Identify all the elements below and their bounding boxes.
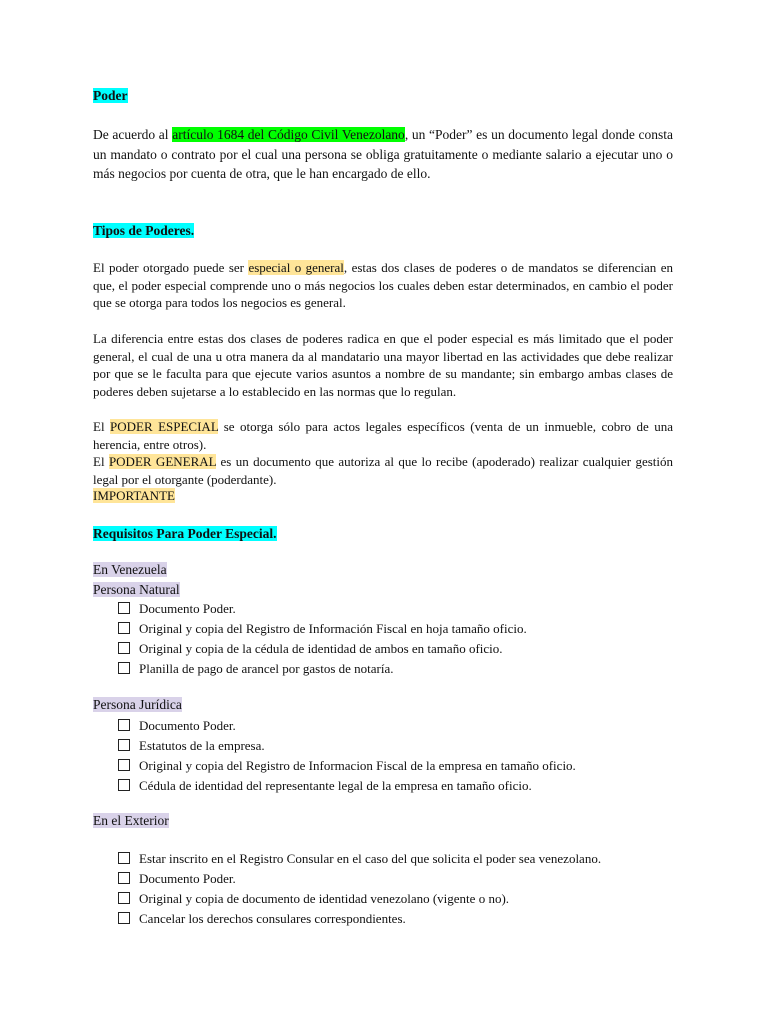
- requisitos-heading: Requisitos Para Poder Especial.: [93, 526, 277, 541]
- poder-especial-paragraph: El PODER ESPECIAL se otorga sólo para actos legales específicos (venta de un inmueble, cobro de una herencia, entre otros).: [93, 419, 673, 452]
- intro-paragraph: De acuerdo al artículo 1684 del Código Civil Venezolano, un “Poder” es un documento legal donde consta un mandato o contrato por el cual una persona se obliga gratuitamente o mediante salario a ejecutar uno o más negocios por cuenta de otra, que le han encargado de ello.: [93, 127, 673, 181]
- tipos-paragraph-1: El poder otorgado puede ser especial o general, estas dos clases de poderes o de mandatos se diferencian en que, el poder especial comprende uno o más negocios los cuales deben estar determinados, en cambio el poder que se otorga para todos los negocios es general.: [93, 260, 673, 310]
- importante-label: IMPORTANTE: [93, 488, 175, 503]
- poder-general-paragraph: El PODER GENERAL es un documento que autoriza al que lo recibe (apoderado) realizar cualquier gestión legal por el otorgante (poderdante).: [93, 454, 673, 487]
- checklist-item: Original y copia del Registro de Informacion Fiscal de la empresa en tamaño oficio.: [118, 756, 576, 776]
- checkbox[interactable]: [118, 662, 130, 674]
- checklist-item: Original y copia de documento de identidad venezolano (vigente o no).: [118, 889, 601, 909]
- checklist-item: Documento Poder.: [118, 599, 527, 619]
- checkbox[interactable]: [118, 759, 130, 771]
- tipos-heading: Tipos de Poderes.: [93, 223, 195, 238]
- exterior-label: En el Exterior: [93, 813, 169, 828]
- checklist-item: Estar inscrito en el Registro Consular en el caso del que solicita el poder sea venezolano.: [118, 849, 601, 869]
- checkbox[interactable]: [118, 739, 130, 751]
- checklist-item: Original y copia de la cédula de identidad de ambos en tamaño oficio.: [118, 639, 527, 659]
- checkbox[interactable]: [118, 872, 130, 884]
- checkbox[interactable]: [118, 852, 130, 864]
- checklist-item: Cancelar los derechos consulares correspondientes.: [118, 909, 601, 929]
- checkbox[interactable]: [118, 622, 130, 634]
- checklist-item: Documento Poder.: [118, 716, 576, 736]
- checklist-item: Estatutos de la empresa.: [118, 736, 576, 756]
- venezuela-label: En Venezuela: [93, 562, 167, 577]
- checklist-item: Documento Poder.: [118, 869, 601, 889]
- persona-natural-checklist: [118, 599, 527, 679]
- persona-juridica-checklist: [118, 716, 576, 796]
- checkbox[interactable]: [118, 779, 130, 791]
- checklist-item: Cédula de identidad del representante legal de la empresa en tamaño oficio.: [118, 776, 576, 796]
- page-title: Poder: [93, 88, 128, 103]
- checkbox[interactable]: [118, 719, 130, 731]
- checklist-item: Planilla de pago de arancel por gastos de notaría.: [118, 659, 527, 679]
- persona-natural-label: Persona Natural: [93, 582, 180, 597]
- checkbox[interactable]: [118, 602, 130, 614]
- exterior-checklist: [118, 849, 601, 929]
- checklist-item: Original y copia del Registro de Información Fiscal en hoja tamaño oficio.: [118, 619, 527, 639]
- checkbox[interactable]: [118, 892, 130, 904]
- persona-juridica-label: Persona Jurídica: [93, 697, 182, 712]
- tipos-paragraph-2: La diferencia entre estas dos clases de poderes radica en que el poder especial es más limitado que el poder general, el cual de una u otra manera da al mandatario una mayor libertad en las actividades que debe realizar por que se le faculta para que ejecute varios asuntos a nombre de su mandante; sin embargo ambas clases de poderes deben sujetarse a lo establecido en las normas que lo regulan.: [93, 331, 673, 399]
- checkbox[interactable]: [118, 912, 130, 924]
- codigo-civil-reference: artículo 1684 del Código Civil Venezolano: [172, 127, 405, 142]
- checkbox[interactable]: [118, 642, 130, 654]
